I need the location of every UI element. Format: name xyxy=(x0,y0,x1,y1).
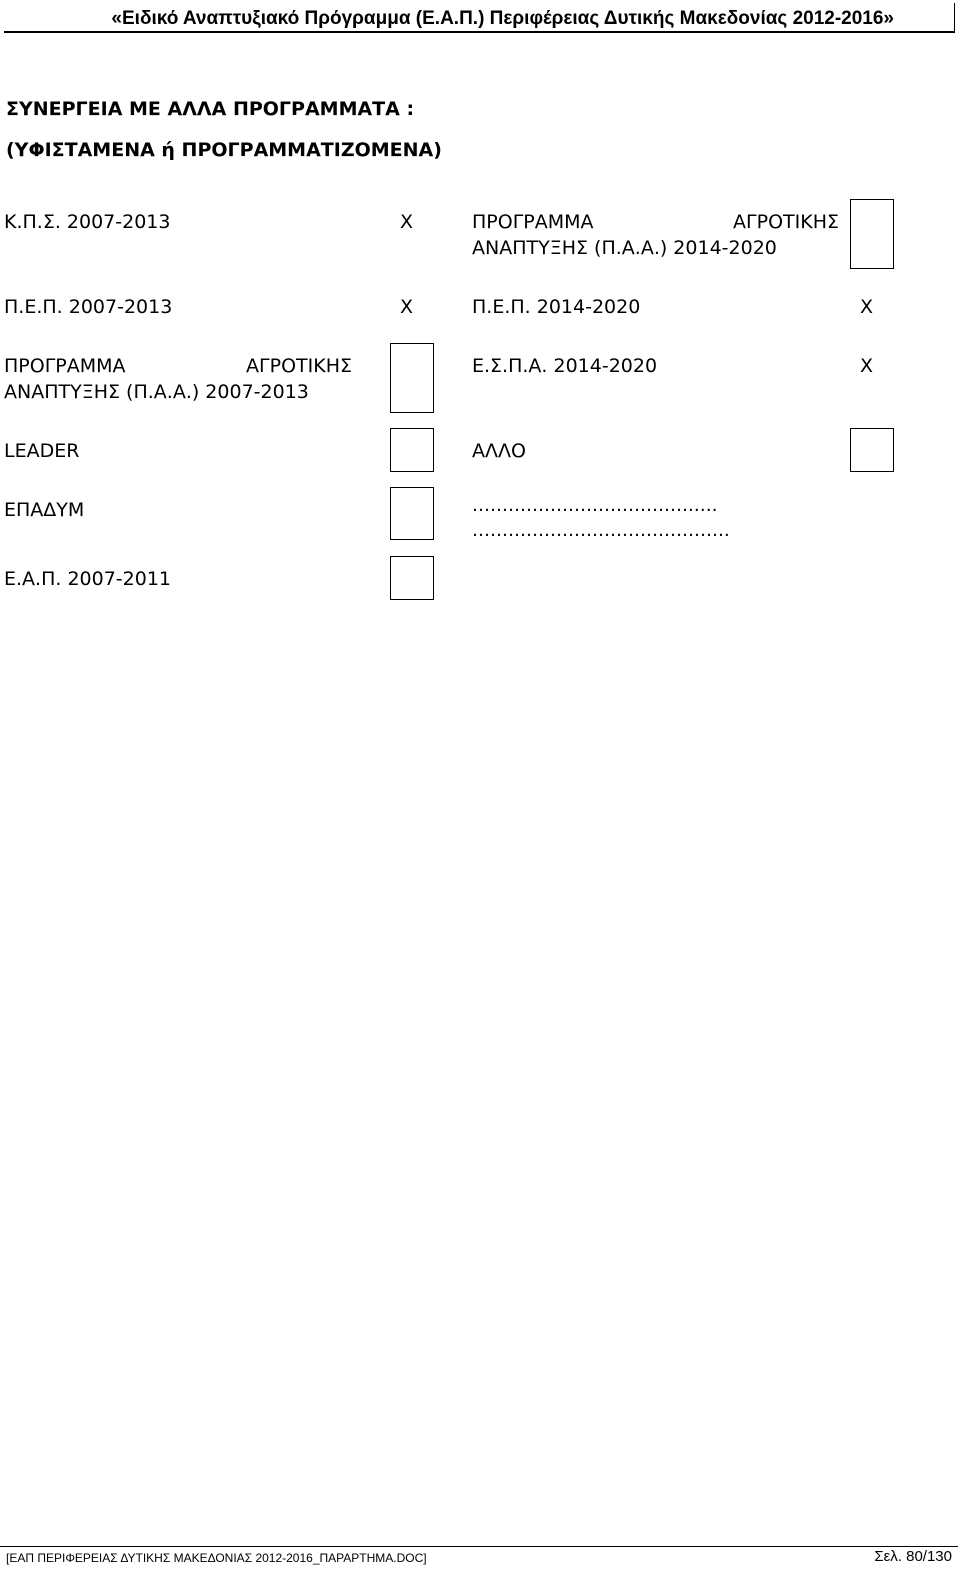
paa-2007-label-word2: ΑΓΡΟΤΙΚΗΣ xyxy=(246,355,352,377)
allo-label: ΑΛΛΟ xyxy=(472,440,526,462)
other-specify-line1: ……………………………….…. xyxy=(472,495,718,516)
footer-page-number: Σελ. 80/130 xyxy=(874,1548,952,1565)
paa-2007-label-word1: ΠΡΟΓΡΑΜΜΑ xyxy=(4,355,126,377)
eap-2007-checkbox[interactable] xyxy=(390,556,434,600)
kps-2007-mark: X xyxy=(400,211,414,233)
epadym-label: ΕΠΑΔΥΜ xyxy=(4,499,85,521)
espa-2014-mark: X xyxy=(860,355,874,377)
paa-2007-label-line2: ΑΝΑΠΤΥΞΗΣ (Π.Α.Α.) 2007-2013 xyxy=(4,381,309,403)
paa-2007-label xyxy=(4,353,352,405)
eap-2007-label: Ε.Α.Π. 2007-2011 xyxy=(4,568,172,590)
paa-2014-label xyxy=(472,209,839,261)
other-specify-line2: ……………………………………. xyxy=(472,520,730,541)
header-title: «Ειδικό Αναπτυξιακό Πρόγραμμα (Ε.Α.Π.) Περιφέρειας Δυτικής Μακεδονίας 2012-2016» xyxy=(111,8,894,29)
leader-checkbox[interactable] xyxy=(390,428,434,472)
page-header xyxy=(4,3,955,33)
paa-2014-checkbox[interactable] xyxy=(850,199,894,269)
epadym-checkbox[interactable] xyxy=(390,487,434,540)
paa-2014-label-word1: ΠΡΟΓΡΑΜΜΑ xyxy=(472,211,594,233)
pep-2014-mark: X xyxy=(860,296,874,318)
paa-2014-label-line2: ΑΝΑΠΤΥΞΗΣ (Π.Α.Α.) 2014-2020 xyxy=(472,237,777,259)
pep-2007-label: Π.Ε.Π. 2007-2013 xyxy=(4,296,173,318)
pep-2007-mark: X xyxy=(400,296,414,318)
espa-2014-label: Ε.Σ.Π.Α. 2014-2020 xyxy=(472,355,658,377)
footer-document-name: [ΕΑΠ ΠΕΡΙΦΕΡΕΙΑΣ ΔΥΤΙΚΗΣ ΜΑΚΕΔΟΝΙΑΣ 2012-2016_ΠΑΡΑΡΤΗΜΑ.DOC] xyxy=(6,1551,427,1565)
leader-label: LEADER xyxy=(4,440,80,462)
section-title-line2: (ΥΦΙΣΤΑΜΕΝΑ ή ΠΡΟΓΡΑΜΜΑΤΙΖΟΜΕΝΑ) xyxy=(6,139,442,161)
pep-2014-label: Π.Ε.Π. 2014-2020 xyxy=(472,296,641,318)
section-title-line1: ΣΥΝΕΡΓΕΙΑ ΜΕ ΑΛΛΑ ΠΡΟΓΡΑΜΜΑΤΑ : xyxy=(6,98,415,120)
allo-checkbox[interactable] xyxy=(850,428,894,472)
footer-rule xyxy=(0,1546,958,1547)
paa-2014-label-word2: ΑΓΡΟΤΙΚΗΣ xyxy=(733,211,839,233)
kps-2007-label: Κ.Π.Σ. 2007-2013 xyxy=(4,211,171,233)
paa-2007-checkbox[interactable] xyxy=(390,343,434,413)
